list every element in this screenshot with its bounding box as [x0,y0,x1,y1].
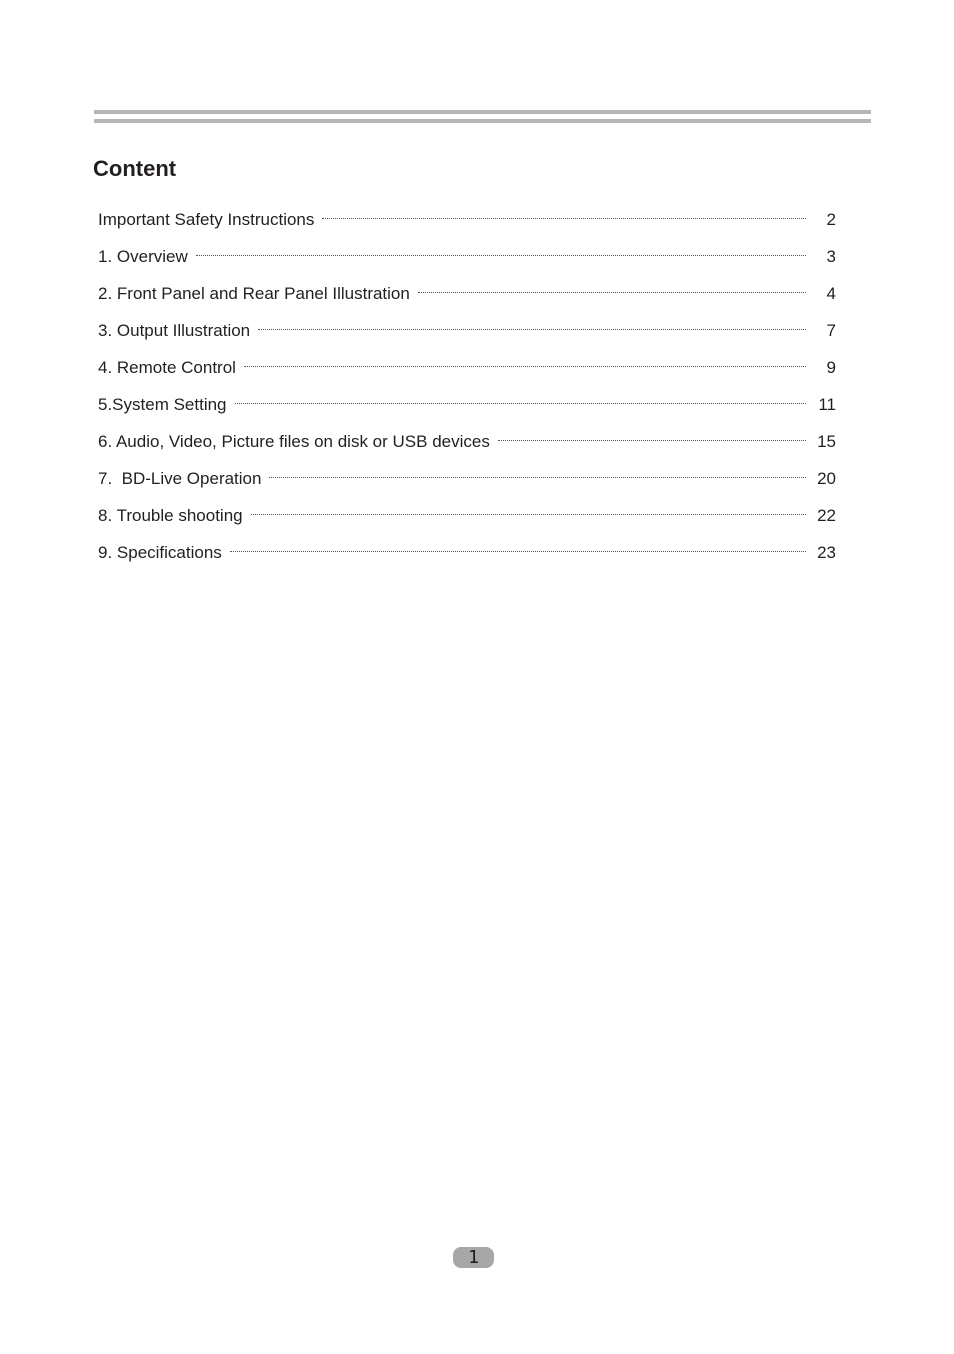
toc-dot-leader [230,551,806,552]
toc-entry-label: Important Safety Instructions [98,210,315,229]
page-title: Content [93,156,177,181]
toc-entry-safety[interactable] [98,206,836,243]
toc-entry-page: 4 [826,284,836,303]
toc-dot-leader [498,440,806,441]
toc-dot-leader [269,477,806,478]
toc-entry-media[interactable] [98,428,836,465]
toc-entry-label: 1. Overview [98,247,188,266]
toc-dot-leader [322,218,806,219]
table-of-contents [98,206,836,576]
toc-entry-page: 20 [817,469,836,488]
page-number-badge: 1 [453,1247,494,1268]
toc-entry-label: 7. BD-Live Operation [98,469,262,488]
toc-dot-leader [235,403,806,404]
toc-entry-remote[interactable] [98,354,836,391]
toc-entry-label: 5.System Setting [98,395,227,414]
toc-entry-label: 4. Remote Control [98,358,236,377]
toc-dot-leader [418,292,806,293]
header-rule-top [94,110,871,114]
toc-entry-page: 9 [826,358,836,377]
toc-entry-label: 9. Specifications [98,543,222,562]
toc-entry-label: 3. Output Illustration [98,321,251,340]
toc-dot-leader [251,514,806,515]
toc-entry-specs[interactable] [98,539,836,576]
toc-entry-label: 2. Front Panel and Rear Panel Illustration [98,284,410,303]
toc-entry-page: 11 [818,395,836,414]
toc-entry-output[interactable] [98,317,836,354]
toc-entry-page: 22 [817,506,836,525]
toc-entry-overview[interactable] [98,243,836,280]
header-rule-bottom [94,119,871,123]
toc-entry-label: 8. Trouble shooting [98,506,243,525]
toc-entry-page: 3 [826,247,836,266]
toc-entry-system[interactable] [98,391,836,428]
toc-dot-leader [196,255,806,256]
toc-entry-page: 2 [826,210,836,229]
toc-entry-page: 15 [817,432,836,451]
toc-dot-leader [258,329,806,330]
toc-entry-page: 23 [817,543,836,562]
toc-entry-panels[interactable] [98,280,836,317]
toc-dot-leader [244,366,806,367]
toc-entry-page: 7 [826,321,836,340]
toc-entry-bdlive[interactable] [98,465,836,502]
toc-entry-label: 6. Audio, Video, Picture files on disk or USB devices [98,432,490,451]
toc-entry-trouble[interactable] [98,502,836,539]
